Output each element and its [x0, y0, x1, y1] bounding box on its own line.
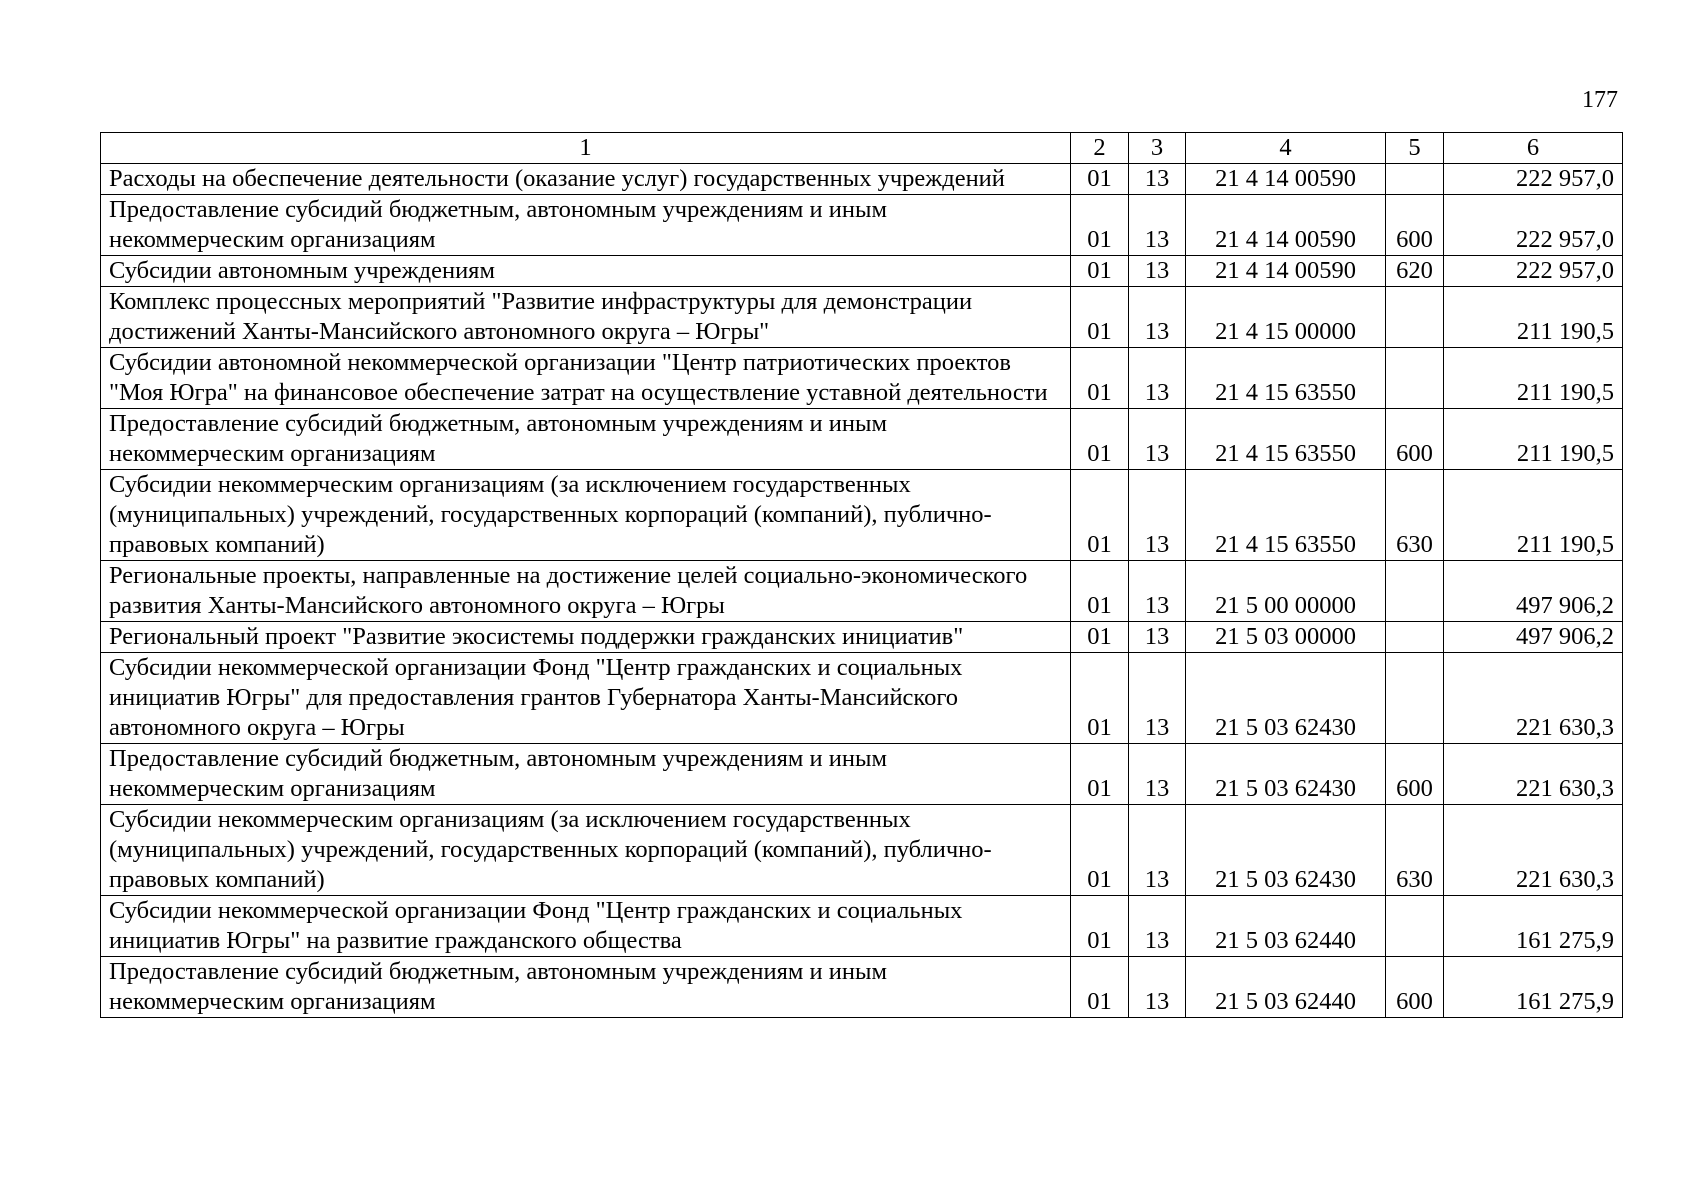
header-col-1: 1: [101, 133, 1071, 164]
row-target-code: 21 5 00 00000: [1186, 561, 1386, 622]
table-row: [101, 957, 1623, 1018]
budget-table: [100, 132, 1623, 1018]
row-subsection: 13: [1129, 287, 1186, 348]
row-amount: 211 190,5: [1444, 348, 1623, 409]
row-amount: 211 190,5: [1444, 470, 1623, 561]
row-amount: 161 275,9: [1444, 957, 1623, 1018]
row-target-code: 21 4 15 63550: [1186, 470, 1386, 561]
row-section: 01: [1071, 653, 1129, 744]
table-row: [101, 805, 1623, 896]
table-row: [101, 896, 1623, 957]
row-name: Субсидии некоммерческим организациям (за исключением государственных (муниципальных) учреждений, государственных корпораций (компаний), публично-правовых компаний): [101, 805, 1071, 896]
table-row: [101, 744, 1623, 805]
row-amount: 221 630,3: [1444, 805, 1623, 896]
row-name: Предоставление субсидий бюджетным, автономным учреждениям и иным некоммерческим организациям: [101, 409, 1071, 470]
row-target-code: 21 4 15 00000: [1186, 287, 1386, 348]
row-amount: 222 957,0: [1444, 164, 1623, 195]
row-section: 01: [1071, 409, 1129, 470]
table-row: [101, 256, 1623, 287]
row-expense-type: [1386, 164, 1444, 195]
table-row: [101, 195, 1623, 256]
table-header-row: [101, 133, 1623, 164]
row-name: Региональный проект "Развитие экосистемы поддержки гражданских инициатив": [101, 622, 1071, 653]
table-row: [101, 348, 1623, 409]
row-expense-type: [1386, 561, 1444, 622]
row-expense-type: [1386, 896, 1444, 957]
row-expense-type: [1386, 622, 1444, 653]
row-name: Комплекс процессных мероприятий "Развитие инфраструктуры для демонстрации достижений Ханты-Мансийского автономного округа – Югры": [101, 287, 1071, 348]
row-amount: 211 190,5: [1444, 287, 1623, 348]
header-col-2: 2: [1071, 133, 1129, 164]
row-amount: 161 275,9: [1444, 896, 1623, 957]
row-section: 01: [1071, 348, 1129, 409]
table-row: [101, 653, 1623, 744]
row-name: Предоставление субсидий бюджетным, автономным учреждениям и иным некоммерческим организациям: [101, 957, 1071, 1018]
row-target-code: 21 4 15 63550: [1186, 409, 1386, 470]
row-expense-type: 620: [1386, 256, 1444, 287]
row-name: Предоставление субсидий бюджетным, автономным учреждениям и иным некоммерческим организациям: [101, 744, 1071, 805]
page-number: 177: [1582, 87, 1618, 113]
row-expense-type: 600: [1386, 744, 1444, 805]
row-expense-type: [1386, 653, 1444, 744]
row-section: 01: [1071, 164, 1129, 195]
row-name: Предоставление субсидий бюджетным, автономным учреждениям и иным некоммерческим организациям: [101, 195, 1071, 256]
row-name: Субсидии автономным учреждениям: [101, 256, 1071, 287]
header-col-6: 6: [1444, 133, 1623, 164]
row-subsection: 13: [1129, 256, 1186, 287]
table-row: [101, 561, 1623, 622]
row-section: 01: [1071, 195, 1129, 256]
row-subsection: 13: [1129, 896, 1186, 957]
row-subsection: 13: [1129, 744, 1186, 805]
row-amount: 222 957,0: [1444, 195, 1623, 256]
table-row: [101, 164, 1623, 195]
row-target-code: 21 5 03 62430: [1186, 653, 1386, 744]
row-section: 01: [1071, 805, 1129, 896]
row-name: Субсидии некоммерческим организациям (за исключением государственных (муниципальных) учреждений, государственных корпораций (компаний), публично-правовых компаний): [101, 470, 1071, 561]
row-subsection: 13: [1129, 470, 1186, 561]
row-name: Региональные проекты, направленные на достижение целей социально-экономического развития Ханты-Мансийского автономного округа – Югры: [101, 561, 1071, 622]
table-row: [101, 622, 1623, 653]
table-row: [101, 470, 1623, 561]
row-subsection: 13: [1129, 653, 1186, 744]
row-subsection: 13: [1129, 195, 1186, 256]
row-section: 01: [1071, 256, 1129, 287]
row-section: 01: [1071, 287, 1129, 348]
row-target-code: 21 5 03 62430: [1186, 744, 1386, 805]
row-target-code: 21 4 14 00590: [1186, 164, 1386, 195]
row-subsection: 13: [1129, 957, 1186, 1018]
row-section: 01: [1071, 957, 1129, 1018]
row-section: 01: [1071, 744, 1129, 805]
row-amount: 497 906,2: [1444, 561, 1623, 622]
header-col-3: 3: [1129, 133, 1186, 164]
row-subsection: 13: [1129, 805, 1186, 896]
row-expense-type: 600: [1386, 957, 1444, 1018]
row-expense-type: [1386, 348, 1444, 409]
row-amount: 497 906,2: [1444, 622, 1623, 653]
row-expense-type: [1386, 287, 1444, 348]
row-expense-type: 630: [1386, 470, 1444, 561]
header-col-4: 4: [1186, 133, 1386, 164]
row-section: 01: [1071, 622, 1129, 653]
row-amount: 221 630,3: [1444, 653, 1623, 744]
row-subsection: 13: [1129, 348, 1186, 409]
row-subsection: 13: [1129, 164, 1186, 195]
row-target-code: 21 5 03 00000: [1186, 622, 1386, 653]
row-target-code: 21 4 14 00590: [1186, 256, 1386, 287]
row-subsection: 13: [1129, 622, 1186, 653]
row-target-code: 21 4 14 00590: [1186, 195, 1386, 256]
row-name: Расходы на обеспечение деятельности (оказание услуг) государственных учреждений: [101, 164, 1071, 195]
row-section: 01: [1071, 470, 1129, 561]
row-expense-type: 630: [1386, 805, 1444, 896]
row-amount: 221 630,3: [1444, 744, 1623, 805]
table-row: [101, 409, 1623, 470]
row-subsection: 13: [1129, 561, 1186, 622]
row-target-code: 21 5 03 62440: [1186, 896, 1386, 957]
row-expense-type: 600: [1386, 409, 1444, 470]
row-amount: 211 190,5: [1444, 409, 1623, 470]
row-target-code: 21 5 03 62440: [1186, 957, 1386, 1018]
row-section: 01: [1071, 561, 1129, 622]
row-amount: 222 957,0: [1444, 256, 1623, 287]
row-name: Субсидии некоммерческой организации Фонд "Центр гражданских и социальных инициатив Югры" на развитие гражданского общества: [101, 896, 1071, 957]
row-expense-type: 600: [1386, 195, 1444, 256]
table-row: [101, 287, 1623, 348]
header-col-5: 5: [1386, 133, 1444, 164]
row-target-code: 21 4 15 63550: [1186, 348, 1386, 409]
row-name: Субсидии некоммерческой организации Фонд "Центр гражданских и социальных инициатив Югры" для предоставления грантов Губернатора Ханты-Мансийского автономного округа – Югры: [101, 653, 1071, 744]
row-section: 01: [1071, 896, 1129, 957]
row-subsection: 13: [1129, 409, 1186, 470]
row-target-code: 21 5 03 62430: [1186, 805, 1386, 896]
row-name: Субсидии автономной некоммерческой организации "Центр патриотических проектов "Моя Югра" на финансовое обеспечение затрат на осуществление уставной деятельности: [101, 348, 1071, 409]
